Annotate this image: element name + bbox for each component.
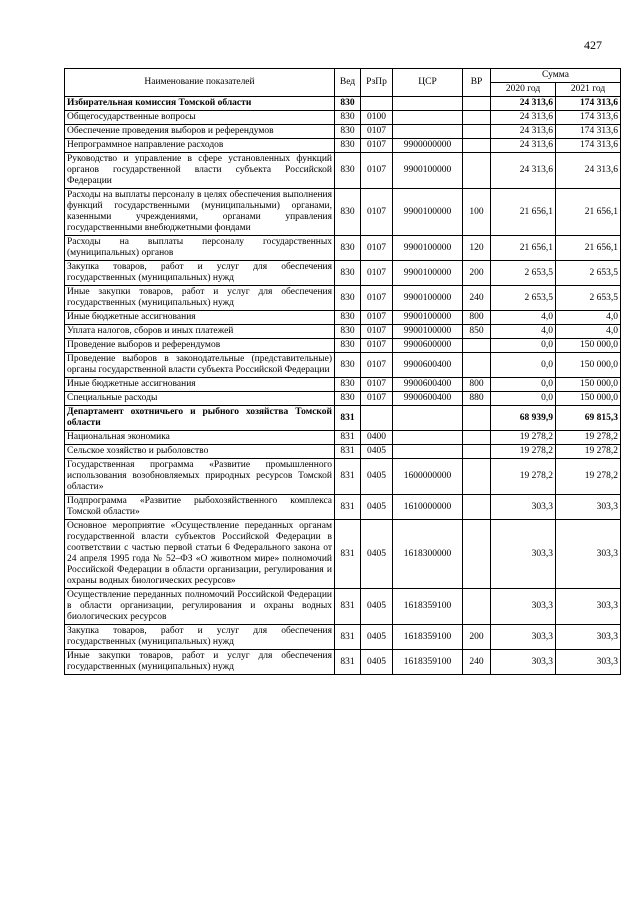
table-row: [65, 625, 621, 650]
table-row: [65, 406, 621, 431]
cell-sum-2021: 21 656,1: [556, 236, 621, 261]
cell-csr: 9900600400: [393, 353, 463, 378]
cell-name: Общегосударственные вопросы: [65, 111, 335, 125]
table-row: [65, 589, 621, 625]
cell-csr: 9900600000: [393, 339, 463, 353]
cell-ved: 831: [335, 650, 361, 675]
table-row: [65, 495, 621, 520]
cell-csr: 9900100000: [393, 236, 463, 261]
header-ved: Вед: [335, 69, 361, 97]
cell-vr: 240: [463, 286, 491, 311]
cell-sum-2021: 19 278,2: [556, 445, 621, 459]
cell-sum-2021: 4,0: [556, 311, 621, 325]
cell-ved: 830: [335, 236, 361, 261]
cell-sum-2020: 19 278,2: [491, 445, 556, 459]
cell-vr: [463, 353, 491, 378]
cell-csr: 9900100000: [393, 261, 463, 286]
cell-ved: 831: [335, 520, 361, 589]
table-row: [65, 650, 621, 675]
table-row: [65, 445, 621, 459]
cell-ved: 830: [335, 97, 361, 111]
cell-ved: 830: [335, 139, 361, 153]
cell-name: Департамент охотничьего и рыбного хозяйства Томской области: [65, 406, 335, 431]
table-body: [65, 97, 621, 675]
cell-ved: 830: [335, 325, 361, 339]
cell-rzpr: [361, 406, 393, 431]
table-row: [65, 459, 621, 495]
cell-sum-2020: 68 939,9: [491, 406, 556, 431]
cell-sum-2020: 24 313,6: [491, 125, 556, 139]
cell-vr: [463, 406, 491, 431]
cell-sum-2021: 150 000,0: [556, 353, 621, 378]
cell-vr: [463, 589, 491, 625]
cell-name: Проведение выборов и референдумов: [65, 339, 335, 353]
cell-sum-2020: 19 278,2: [491, 459, 556, 495]
table-row: [65, 97, 621, 111]
cell-rzpr: 0405: [361, 445, 393, 459]
cell-sum-2020: 4,0: [491, 311, 556, 325]
table-row: [65, 378, 621, 392]
cell-sum-2020: 303,3: [491, 520, 556, 589]
table-row: [65, 261, 621, 286]
cell-name: Уплата налогов, сборов и иных платежей: [65, 325, 335, 339]
cell-sum-2021: 24 313,6: [556, 153, 621, 189]
cell-rzpr: 0405: [361, 589, 393, 625]
cell-name: Иные бюджетные ассигнования: [65, 378, 335, 392]
cell-ved: 831: [335, 495, 361, 520]
cell-vr: 800: [463, 311, 491, 325]
cell-vr: 100: [463, 189, 491, 236]
cell-csr: 9900600400: [393, 392, 463, 406]
cell-rzpr: 0107: [361, 286, 393, 311]
cell-sum-2020: 24 313,6: [491, 153, 556, 189]
cell-name: Закупка товаров, работ и услуг для обеспечения государственных (муниципальных) нужд: [65, 625, 335, 650]
cell-rzpr: 0107: [361, 353, 393, 378]
cell-sum-2020: 0,0: [491, 378, 556, 392]
cell-csr: [393, 111, 463, 125]
cell-name: Проведение выборов в законодательные (представительные) органы государственной власти субъекта Российской Федерации: [65, 353, 335, 378]
cell-name: Подпрограмма «Развитие рыбохозяйственного комплекса Томской области»: [65, 495, 335, 520]
table-row: [65, 139, 621, 153]
table-row: [65, 125, 621, 139]
cell-ved: 830: [335, 392, 361, 406]
cell-vr: [463, 339, 491, 353]
cell-vr: [463, 520, 491, 589]
cell-csr: 1600000000: [393, 459, 463, 495]
cell-vr: 200: [463, 261, 491, 286]
cell-ved: 830: [335, 153, 361, 189]
cell-name: Избирательная комиссия Томской области: [65, 97, 335, 111]
cell-name: Обеспечение проведения выборов и референдумов: [65, 125, 335, 139]
cell-sum-2020: 303,3: [491, 495, 556, 520]
cell-sum-2021: 303,3: [556, 650, 621, 675]
cell-name: Осуществление переданных полномочий Российской Федерации в области организации, регулирования и охраны водных биологических ресурсов: [65, 589, 335, 625]
cell-csr: 1618359100: [393, 650, 463, 675]
cell-sum-2021: 174 313,6: [556, 97, 621, 111]
budget-table: [64, 68, 621, 675]
cell-csr: [393, 125, 463, 139]
header-vr: ВР: [463, 69, 491, 97]
page-number: 427: [584, 38, 602, 52]
cell-rzpr: 0405: [361, 520, 393, 589]
cell-csr: [393, 445, 463, 459]
cell-rzpr: 0107: [361, 325, 393, 339]
cell-name: Государственная программа «Развитие промышленного использования возобновляемых природных ресурсов Томской области»: [65, 459, 335, 495]
cell-ved: 830: [335, 261, 361, 286]
cell-csr: 9900100000: [393, 311, 463, 325]
cell-name: Иные закупки товаров, работ и услуг для обеспечения государственных (муниципальных) нужд: [65, 650, 335, 675]
cell-sum-2020: 303,3: [491, 589, 556, 625]
cell-vr: 880: [463, 392, 491, 406]
cell-vr: [463, 445, 491, 459]
cell-csr: 1610000000: [393, 495, 463, 520]
cell-rzpr: 0405: [361, 650, 393, 675]
table-row: [65, 325, 621, 339]
header-year-2020: 2020 год: [491, 83, 556, 97]
cell-sum-2021: 174 313,6: [556, 111, 621, 125]
cell-sum-2021: 303,3: [556, 625, 621, 650]
cell-ved: 830: [335, 378, 361, 392]
cell-rzpr: 0107: [361, 392, 393, 406]
cell-sum-2021: 174 313,6: [556, 139, 621, 153]
cell-sum-2021: 2 653,5: [556, 261, 621, 286]
table-row: [65, 236, 621, 261]
header-sum: Сумма: [491, 69, 621, 83]
cell-sum-2020: 24 313,6: [491, 97, 556, 111]
cell-csr: [393, 406, 463, 431]
cell-sum-2020: 21 656,1: [491, 236, 556, 261]
table-row: [65, 339, 621, 353]
cell-sum-2021: 150 000,0: [556, 339, 621, 353]
cell-sum-2021: 19 278,2: [556, 431, 621, 445]
cell-vr: 120: [463, 236, 491, 261]
header-year-2021: 2021 год: [556, 83, 621, 97]
cell-ved: 830: [335, 111, 361, 125]
cell-sum-2021: 303,3: [556, 589, 621, 625]
table-row: [65, 153, 621, 189]
cell-ved: 830: [335, 189, 361, 236]
cell-csr: 1618359100: [393, 589, 463, 625]
cell-sum-2021: 21 656,1: [556, 189, 621, 236]
table-row: [65, 353, 621, 378]
cell-rzpr: 0100: [361, 111, 393, 125]
cell-name: Специальные расходы: [65, 392, 335, 406]
cell-sum-2021: 19 278,2: [556, 459, 621, 495]
cell-csr: 9900000000: [393, 139, 463, 153]
table-row: [65, 286, 621, 311]
cell-name: Иные бюджетные ассигнования: [65, 311, 335, 325]
table-row: [65, 431, 621, 445]
cell-ved: 830: [335, 353, 361, 378]
cell-vr: [463, 459, 491, 495]
cell-sum-2021: 4,0: [556, 325, 621, 339]
cell-csr: 9900100000: [393, 286, 463, 311]
table-row: [65, 392, 621, 406]
cell-sum-2020: 2 653,5: [491, 286, 556, 311]
cell-vr: [463, 111, 491, 125]
cell-sum-2020: 2 653,5: [491, 261, 556, 286]
cell-rzpr: 0107: [361, 261, 393, 286]
cell-rzpr: 0107: [361, 236, 393, 261]
cell-csr: [393, 97, 463, 111]
cell-sum-2021: 150 000,0: [556, 392, 621, 406]
cell-sum-2021: 150 000,0: [556, 378, 621, 392]
cell-csr: 9900100000: [393, 153, 463, 189]
cell-ved: 831: [335, 445, 361, 459]
cell-ved: 831: [335, 431, 361, 445]
cell-rzpr: [361, 97, 393, 111]
cell-vr: 850: [463, 325, 491, 339]
cell-rzpr: 0400: [361, 431, 393, 445]
cell-rzpr: 0107: [361, 153, 393, 189]
cell-name: Сельское хозяйство и рыболовство: [65, 445, 335, 459]
cell-sum-2020: 0,0: [491, 353, 556, 378]
cell-csr: [393, 431, 463, 445]
cell-rzpr: 0405: [361, 459, 393, 495]
cell-name: Закупка товаров, работ и услуг для обеспечения государственных (муниципальных) нужд: [65, 261, 335, 286]
cell-rzpr: 0107: [361, 378, 393, 392]
cell-name: Национальная экономика: [65, 431, 335, 445]
cell-sum-2020: 24 313,6: [491, 111, 556, 125]
header-csr: ЦСР: [393, 69, 463, 97]
cell-rzpr: 0107: [361, 125, 393, 139]
cell-rzpr: 0405: [361, 495, 393, 520]
cell-csr: 9900100000: [393, 189, 463, 236]
cell-vr: [463, 431, 491, 445]
cell-rzpr: 0107: [361, 339, 393, 353]
cell-vr: [463, 97, 491, 111]
cell-sum-2020: 4,0: [491, 325, 556, 339]
cell-csr: 1618359100: [393, 625, 463, 650]
cell-csr: 1618300000: [393, 520, 463, 589]
cell-sum-2021: 2 653,5: [556, 286, 621, 311]
cell-sum-2021: 174 313,6: [556, 125, 621, 139]
cell-ved: 831: [335, 406, 361, 431]
cell-csr: 9900100000: [393, 325, 463, 339]
cell-sum-2021: 303,3: [556, 495, 621, 520]
cell-ved: 831: [335, 625, 361, 650]
cell-ved: 830: [335, 339, 361, 353]
cell-sum-2020: 303,3: [491, 625, 556, 650]
cell-vr: [463, 495, 491, 520]
cell-sum-2021: 69 815,3: [556, 406, 621, 431]
cell-ved: 830: [335, 286, 361, 311]
table-row: [65, 311, 621, 325]
table-header: [65, 69, 621, 97]
cell-csr: 9900600400: [393, 378, 463, 392]
cell-sum-2020: 303,3: [491, 650, 556, 675]
cell-rzpr: 0107: [361, 311, 393, 325]
cell-vr: [463, 153, 491, 189]
table-row: [65, 111, 621, 125]
cell-name: Руководство и управление в сфере установленных функций органов государственной власти субъекта Российской Федерации: [65, 153, 335, 189]
table-row: [65, 189, 621, 236]
cell-ved: 830: [335, 311, 361, 325]
cell-ved: 831: [335, 589, 361, 625]
cell-vr: 800: [463, 378, 491, 392]
header-name: Наименование показателей: [65, 69, 335, 97]
cell-sum-2020: 21 656,1: [491, 189, 556, 236]
cell-vr: 240: [463, 650, 491, 675]
cell-sum-2020: 19 278,2: [491, 431, 556, 445]
cell-vr: [463, 139, 491, 153]
cell-sum-2020: 24 313,6: [491, 139, 556, 153]
cell-ved: 830: [335, 125, 361, 139]
cell-rzpr: 0405: [361, 625, 393, 650]
cell-name: Расходы на выплаты персоналу в целях обеспечения выполнения функций государственными (муниципальными) органами, казенными учреждениями, органами управления государственными внебюджетными фондами: [65, 189, 335, 236]
cell-rzpr: 0107: [361, 139, 393, 153]
table-row: [65, 520, 621, 589]
cell-name: Иные закупки товаров, работ и услуг для обеспечения государственных (муниципальных) нужд: [65, 286, 335, 311]
cell-vr: 200: [463, 625, 491, 650]
cell-rzpr: 0107: [361, 189, 393, 236]
cell-name: Основное мероприятие «Осуществление переданных органам государственной власти субъектов Российской Федерации в соответствии с частью первой статьи 6 Федерального закона от 24 апреля 1995 года № 52–ФЗ «О животном мире» полномочий Российской Федерации в области организации, регулирования и охраны водных биологических ресурсов»: [65, 520, 335, 589]
cell-name: Непрограммное направление расходов: [65, 139, 335, 153]
cell-sum-2020: 0,0: [491, 339, 556, 353]
cell-sum-2020: 0,0: [491, 392, 556, 406]
header-rzpr: РзПр: [361, 69, 393, 97]
cell-name: Расходы на выплаты персоналу государственных (муниципальных) органов: [65, 236, 335, 261]
cell-sum-2021: 303,3: [556, 520, 621, 589]
cell-vr: [463, 125, 491, 139]
cell-ved: 831: [335, 459, 361, 495]
